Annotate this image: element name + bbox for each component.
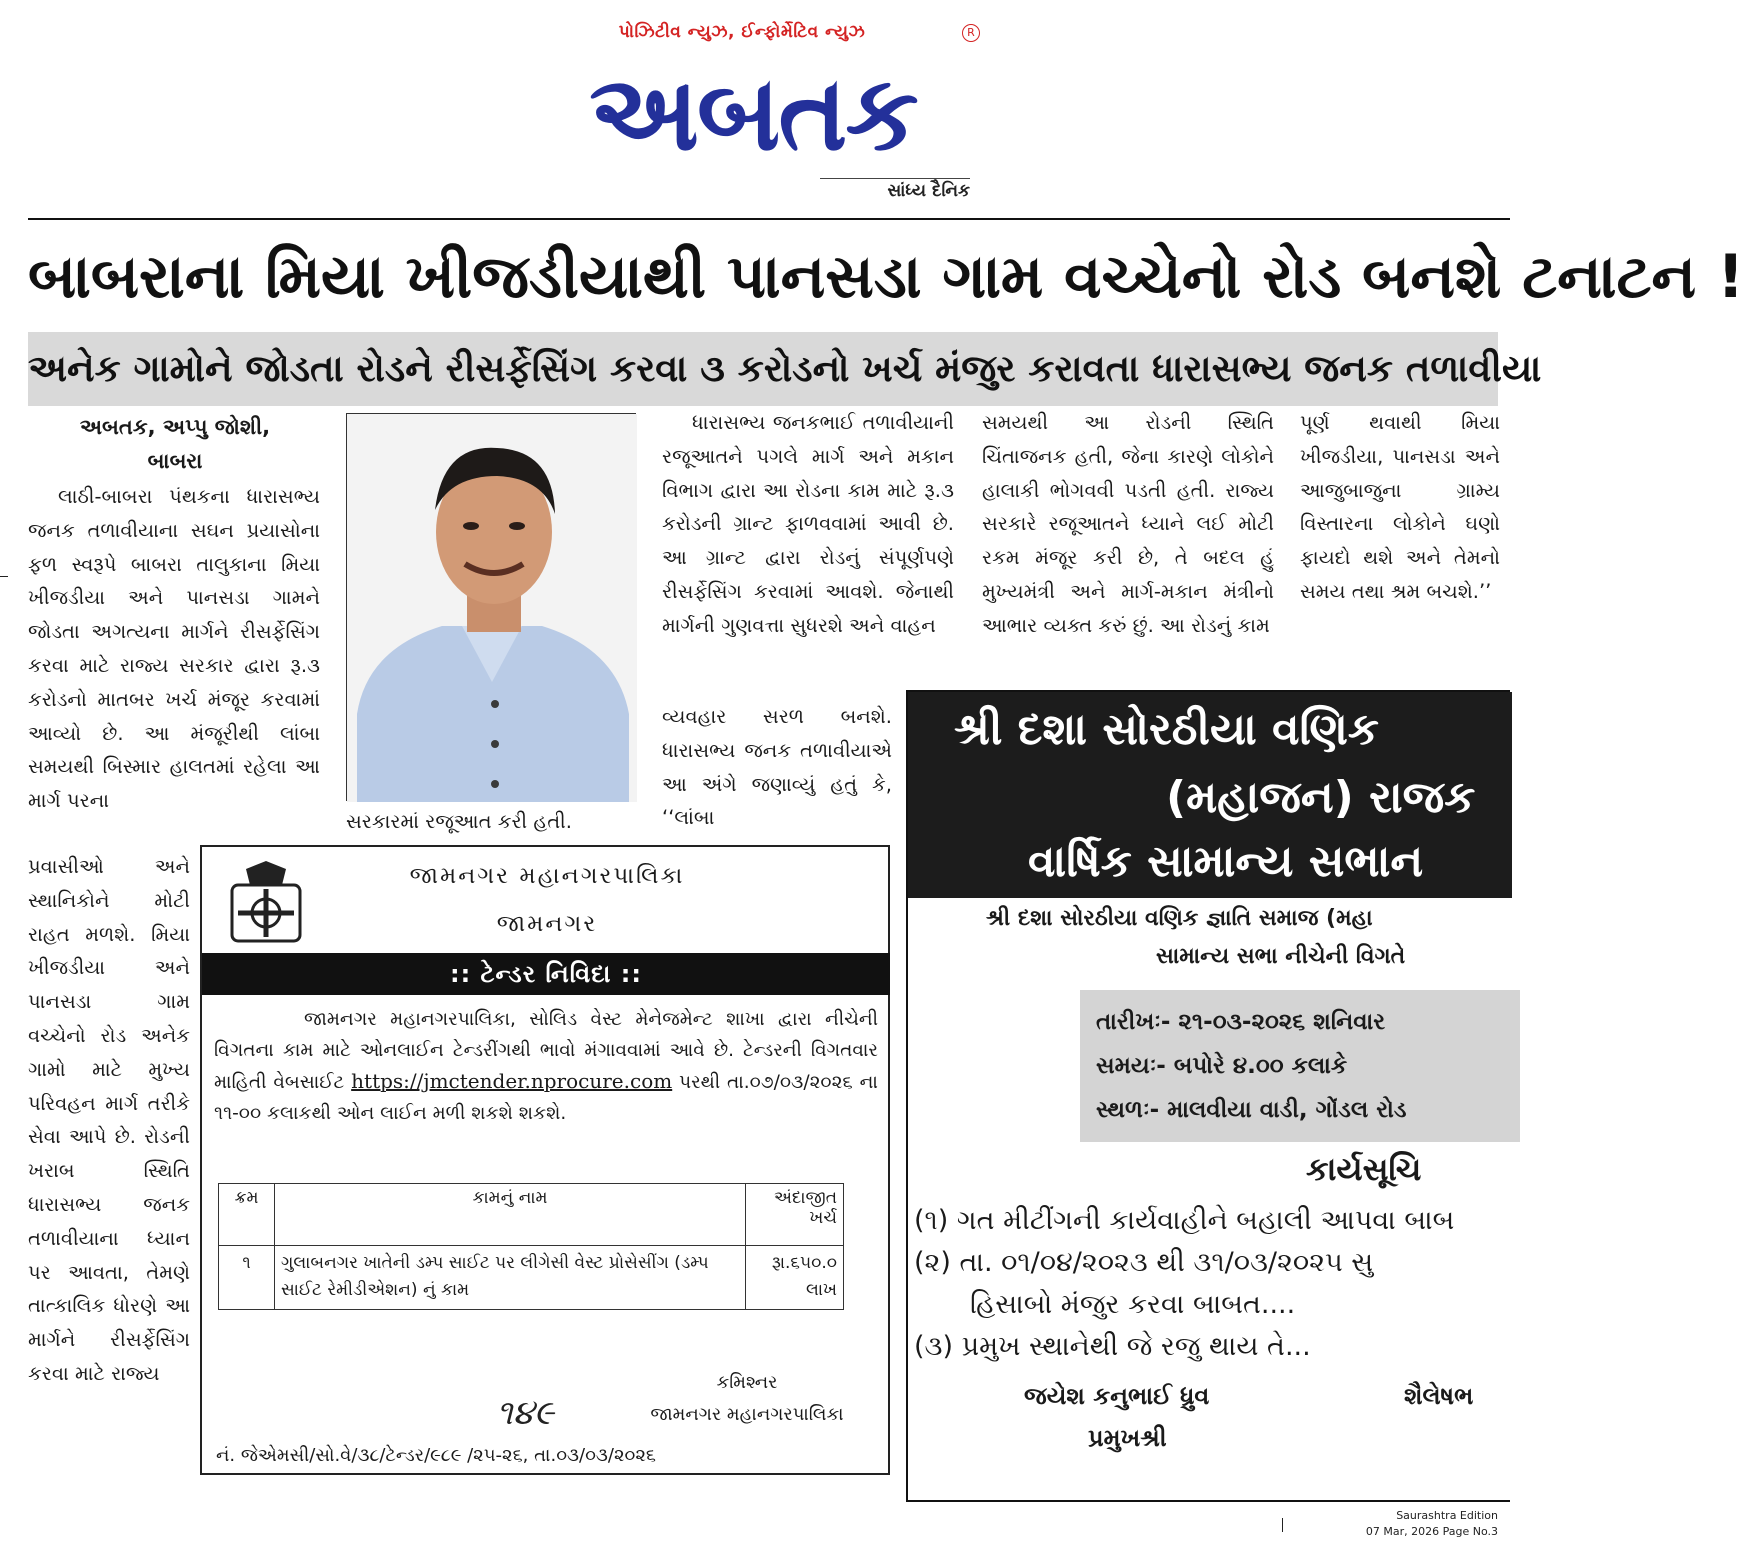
notice-intro-line-1: શ્રી દશા સોરઠીયા વણિક જ્ઞાતિ સમાજ (મહા bbox=[986, 906, 1373, 931]
article-column-3-cont: વ્યવહાર સરળ બનશે. ધારાસભ્ય જનક તળાવીયાએ આ અંગે જણાવ્યું હતું કે, ‘‘લાંબા bbox=[662, 705, 892, 830]
margin-mark bbox=[0, 576, 8, 577]
tender-commissioner bbox=[622, 1367, 872, 1431]
article-column-4: સમયથી આ રોડની સ્થિતિ ચિંતાજનક હતી, જેના કારણે લોકોને હાલાકી ભોગવવી પડતી હતી. રાજ્ય સરકારે રજૂઆતને ધ્યાને લઈ મોટી રકમ મંજૂર કરી છે, તે બદલ હું મુખ્યમંત્રી અને માર્ગ-મકાન મંત્રીનો આભાર વ્યક્ત કરું છું. આ રોડનું કામ bbox=[982, 411, 1274, 637]
agenda-list bbox=[914, 1200, 1574, 1368]
tender-city: જામનગર bbox=[496, 911, 598, 937]
masthead-subtitle: સાંધ્ય દૈનિક bbox=[820, 178, 970, 201]
mla-photo bbox=[346, 413, 636, 801]
cell-serial: ૧ bbox=[219, 1246, 275, 1310]
sub-headline: અનેક ગામોને જોડતા રોડને રીસર્ફેસિંગ કરવા ૩ કરોડનો ખર્ચ મંજુર કરાવતા ધારાસભ્ય જનક તળાવીયા bbox=[28, 332, 1498, 406]
date-page-label: 07 Mar, 2026 Page No.3 bbox=[1365, 1525, 1498, 1538]
table-header-row bbox=[219, 1184, 844, 1246]
tender-signature-number: ૧૪૯ bbox=[496, 1393, 554, 1433]
notice-title-line-1: શ્રી દશા સોરઠીયા વણિક bbox=[954, 704, 1379, 755]
notice-details bbox=[1080, 990, 1520, 1142]
agenda-item: હિસાબો મંજુર કરવા બાબત.... bbox=[970, 1289, 1296, 1320]
cell-work-name: ગુલાબનગર ખાતેની ડમ્પ સાઈટ પર લીગેસી વેસ્ટ પ્રોસેસીંગ (ડમ્પ સાઈટ રેમીડીએશન) નું કામ bbox=[275, 1246, 746, 1310]
signatory-1-name: જયેશ કનુભાઈ ધ્રુવ bbox=[1024, 1382, 1210, 1410]
table-row bbox=[219, 1246, 844, 1310]
margin-mark bbox=[1282, 1518, 1283, 1532]
photo-caption: સરકારમાં રજૂઆત કરી હતી. bbox=[346, 810, 572, 833]
page-footer bbox=[1366, 1508, 1498, 1540]
tender-advertisement bbox=[200, 845, 890, 1475]
col-header-serial: ક્રમ bbox=[219, 1184, 275, 1246]
col-header-estimated-cost: અંદાજીત ખર્ચ bbox=[746, 1184, 844, 1246]
notice-date: તારીખઃ- ૨૧-૦૩-૨૦૨૬ શનિવાર bbox=[1096, 1009, 1386, 1035]
article-column-1: લાઠી-બાબરા પંથકના ધારાસભ્ય જનક તળાવીયાના સઘન પ્રયાસોના ફળ સ્વરૂપે બાબરા તાલુકાના મિયા ખીજડીયા અને પાનસડા ગામને જોડતા અગત્યના માર્ગને રીસર્ફેસિંગ કરવા માટે રાજ્ય સરકાર દ્વારા રૂ.૩ કરોડનો માતબર ખર્ચ મંજૂર કરવામાં આવ્યો છે. આ મંજૂરીથી લાંબા સમયથી બિસ્માર હાલતમાં રહેલા આ માર્ગ પરના bbox=[28, 485, 320, 813]
commissioner-org: જામનગર મહાનગરપાલિકા bbox=[650, 1404, 844, 1425]
tender-body: જામનગર મહાનગરપાલિકા, સોલિડ વેસ્ટ મેનેજમેન્ટ શાખા દ્વારા નીચેની વિગતના કામ માટે ઓનલાઈન ટેન્ડરીંગથી ભાવો મંગાવવામાં આવે છે. ટેન્ડરની વિગતવાર માહિતી વેબસાઈટ https://jmctender.nprocure.com પરથી તા.૦૭/૦૩/૨૦૨૬ ના ૧૧-૦૦ કલાકથી ઓન લાઈન મળી શકશે શકશે. bbox=[214, 1009, 878, 1124]
masthead-tagline: પોઝિટીવ ન્યુઝ, ઈન્ફોર્મેટિવ ન્યુઝ bbox=[618, 22, 866, 42]
agenda-item: (૩) પ્રમુખ સ્થાનેથી જે રજુ થાય તે... bbox=[914, 1331, 1311, 1362]
agenda-title: કાર્યસૂચિ bbox=[1306, 1150, 1422, 1188]
byline-place: બાબરા bbox=[147, 449, 203, 473]
commissioner-title: કમિશ્નર bbox=[716, 1372, 778, 1393]
article-column-3: ધારાસભ્ય જનકભાઈ તળાવીયાની રજૂઆતને પગલે માર્ગ અને મકાન વિભાગ દ્વારા આ રોડના કામ માટે રૂ.૩ કરોડની ગ્રાન્ટ ફાળવવામાં આવી છે. આ ગ્રાન્ટ દ્વારા રોડનું સંપૂર્ણપણે રીસર્ફેસિંગ કરવામાં આવશે. જેનાથી માર્ગની ગુણવત્તા સુધરશે અને વાહન bbox=[662, 411, 954, 637]
registered-mark-icon: R bbox=[962, 24, 980, 42]
cell-estimated-cost: રૂા.૬૫૦.૦ લાખ bbox=[746, 1246, 844, 1310]
agenda-item: (૨) તા. ૦૧/૦૪/૨૦૨૩ થી ૩૧/૦૩/૨૦૨૫ સુ bbox=[914, 1247, 1374, 1278]
signatory-2-name: શૈલેષભ bbox=[1404, 1382, 1474, 1410]
tender-reference: નં. જેએમસી/સો.વે/૩૮/ટેન્ડર/૯૮૯ /૨૫-૨૬, તા.૦૩/૦૩/૨૦૨૬ bbox=[216, 1445, 657, 1466]
notice-time: સમયઃ- બપોરે ૪.૦૦ કલાકે bbox=[1096, 1053, 1348, 1079]
tender-table bbox=[218, 1183, 844, 1310]
tender-title-band: :: ટેન્ડર નિવિદા :: bbox=[202, 953, 890, 995]
tender-website-link[interactable]: https://jmctender.nprocure.com bbox=[351, 1069, 673, 1093]
notice-venue: સ્થળઃ- માલવીયા વાડી, ગોંડલ રોડ bbox=[1096, 1097, 1407, 1123]
notice-header bbox=[908, 692, 1512, 898]
portrait-image bbox=[347, 414, 637, 802]
top-divider bbox=[28, 218, 1510, 220]
col-header-work-name: કામનું નામ bbox=[275, 1184, 746, 1246]
byline bbox=[30, 410, 320, 478]
masthead bbox=[520, 14, 990, 204]
newspaper-logo: અબતક bbox=[589, 52, 917, 174]
notice-title-line-2: (મહાજન) રાજક bbox=[1166, 772, 1476, 823]
edition-label: Saurashtra Edition bbox=[1396, 1509, 1498, 1522]
article-column-5: પૂર્ણ થવાથી મિયા ખીજડીયા, પાનસડા અને આજુબાજુના ગ્રામ્ય વિસ્તારના લોકોને ઘણો ફાયદો થશે અને તેમનો સમય તથા શ્રમ બચશે.’’ bbox=[1300, 411, 1500, 603]
agenda-item: (૧) ગત મીટીંગની કાર્યવાહીને બહાલી આપવા બાબ bbox=[914, 1205, 1455, 1236]
main-headline: બાબરાના મિયા ખીજડીયાથી પાનસડા ગામ વચ્ચેનો રોડ બનશે ટનાટન ! bbox=[28, 242, 1744, 312]
byline-author: અબતક, અપ્પુ જોશી, bbox=[79, 415, 271, 439]
notice-title-line-3: વાર્ષિક સામાન્ય સભાન bbox=[1028, 836, 1424, 887]
tender-organisation: જામનગર મહાનગરપાલિકા bbox=[409, 863, 685, 889]
signatory-1-role: પ્રમુખશ્રી bbox=[1088, 1424, 1167, 1452]
notice-intro-line-2: સામાન્ય સભા નીચેની વિગતે bbox=[1156, 944, 1406, 969]
article-column-1-cont: પ્રવાસીઓ અને સ્થાનિકોને મોટી રાહત મળશે. મિયા ખીજડીયા અને પાનસડા ગામ વચ્ચેનો રોડ અનેક ગામો માટે મુખ્ય પરિવહન માર્ગ તરીકે સેવા આપે છે. રોડની ખરાબ સ્થિતિ ધારાસભ્ય જનક તળાવીયાના ધ્યાન પર આવતા, તેમણે તાત્કાલિક ધોરણે આ માર્ગને રીસર્ફેસિંગ કરવા માટે રાજ્ય bbox=[28, 855, 190, 1385]
meeting-notice bbox=[906, 690, 1510, 1502]
